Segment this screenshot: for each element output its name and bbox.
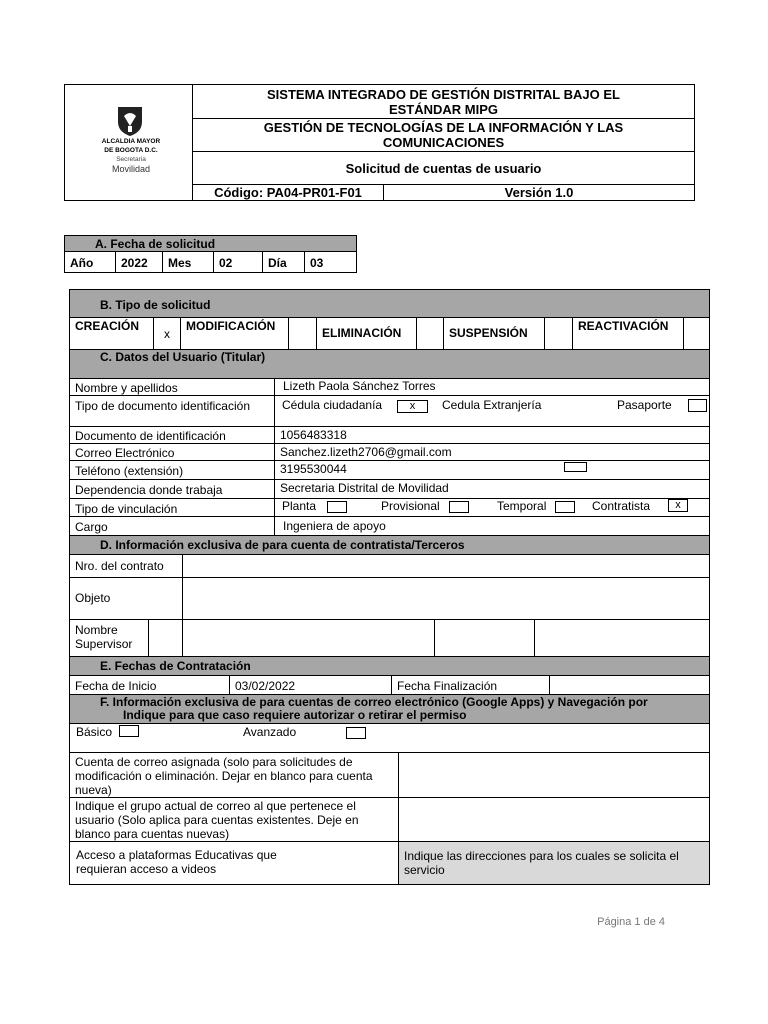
cargo-label: Cargo [69, 516, 275, 536]
objeto-label: Objeto [69, 577, 183, 620]
reactivacion-checkbox[interactable] [683, 317, 710, 350]
telefono-label: Teléfono (extensión) [69, 460, 275, 480]
header-title-2-text: GESTIÓN DE TECNOLOGÍAS DE LA INFORMACIÓN Y LAS COMUNICACIONES [263, 120, 624, 150]
fin-label: Fecha Finalización [391, 675, 550, 695]
contrato-label: Nro. del contrato [69, 554, 183, 578]
contrato-value[interactable] [182, 554, 710, 578]
section-a-title [64, 235, 357, 252]
dia-label: Día [262, 251, 305, 273]
documento-value[interactable]: 1056483318 [274, 426, 710, 444]
documento-label: Documento de identificación [69, 426, 275, 444]
grupo-actual-value[interactable] [398, 797, 710, 842]
cedula-extranjeria-label: Cedula Extranjería [442, 398, 542, 412]
basico-checkbox[interactable] [119, 725, 139, 737]
objeto-value[interactable] [182, 577, 710, 620]
grupo-actual-label: Indique el grupo actual de correo al que pertenece el usuario (Solo aplica para cuentas existentes. Deje en blanco para cuentas nuevas) [69, 797, 399, 842]
cuenta-asignada-label: Cuenta de correo asignada (solo para solicitudes de modificación o eliminación. Dejar en blanco para cuenta nueva) [69, 752, 399, 798]
section-c-title [69, 349, 710, 379]
inicio-label: Fecha de Inicio [69, 675, 230, 695]
direcciones-label: Indique las direcciones para los cuales se solicita el servicio [398, 841, 710, 885]
anio-label: Año [64, 251, 116, 273]
pasaporte-checkbox[interactable] [688, 399, 707, 412]
modificacion-checkbox[interactable] [288, 317, 317, 350]
eliminacion-label: ELIMINACIÓN [316, 317, 417, 350]
logo-line-1: ALCALDIA MAYOR [101, 138, 161, 145]
header-title-3 [192, 151, 695, 185]
section-f-title [69, 694, 710, 724]
header-codigo-text: Código: PA04-PR01-F01 [214, 185, 362, 200]
planta-label: Planta [282, 499, 317, 513]
header-codigo [192, 184, 384, 201]
header-version-text: Versión 1.0 [504, 185, 574, 200]
section-b-title [69, 289, 710, 318]
inicio-value[interactable]: 03/02/2022 [229, 675, 392, 695]
nombre-label: Nombre y apellidos [69, 378, 275, 396]
supervisor-label-text: Nombre Supervisor [75, 623, 133, 651]
mes-value[interactable]: 02 [213, 251, 263, 273]
correo-value[interactable]: Sanchez.lizeth2706@gmail.com [274, 443, 710, 461]
suspension-checkbox[interactable] [544, 317, 573, 350]
dia-value[interactable]: 03 [304, 251, 357, 273]
header-title-3-text: Solicitud de cuentas de usuario [345, 161, 542, 176]
header-title-1-text: SISTEMA INTEGRADO DE GESTIÓN DISTRITAL BAJO EL ESTÁNDAR MIPG [267, 87, 620, 117]
section-b-title-text: B. Tipo de solicitud [100, 298, 211, 312]
anio-value[interactable]: 2022 [115, 251, 163, 273]
section-e-title-text: E. Fechas de Contratación [100, 659, 251, 673]
eliminacion-checkbox[interactable] [416, 317, 444, 350]
dependencia-label: Dependencia donde trabaja [69, 479, 275, 499]
logo-line-3: Secretaria [116, 156, 146, 163]
temporal-label: Temporal [497, 499, 547, 513]
coat-of-arms-icon [115, 104, 145, 138]
section-d-title [69, 535, 710, 555]
pasaporte-label: Pasaporte [617, 398, 672, 412]
mes-label: Mes [162, 251, 214, 273]
creacion-text: CREACIÓN [75, 319, 140, 333]
creacion-checkbox[interactable]: x [153, 317, 181, 350]
section-d-title-text: D. Información exclusiva de para cuenta de contratista/Terceros [100, 538, 465, 552]
tipo-doc-label: Tipo de documento identificación [69, 395, 275, 427]
avanzado-label: Avanzado [243, 725, 297, 739]
dependencia-value[interactable]: Secretaria Distrital de Movilidad [274, 479, 710, 499]
fin-value[interactable] [549, 675, 710, 695]
section-f-title-line-2: Indique para que caso requiere autorizar o retirar el permiso [123, 708, 467, 722]
supervisor-value[interactable] [182, 619, 435, 657]
cedula-ciudadania-checkbox[interactable]: x [397, 400, 428, 413]
logo-text [86, 137, 176, 174]
contratista-checkbox[interactable]: x [668, 499, 688, 512]
temporal-checkbox[interactable] [555, 501, 575, 513]
avanzado-checkbox[interactable] [346, 727, 366, 739]
modificacion-text: MODIFICACIÓN [186, 319, 276, 333]
reactivacion-label [572, 317, 684, 350]
creacion-label [69, 317, 154, 350]
section-a-title-text: A. Fecha de solicitud [95, 237, 216, 251]
modificacion-label [180, 317, 289, 350]
provisional-label: Provisional [381, 499, 440, 513]
telefono-value[interactable]: 3195530044 [274, 460, 710, 480]
contratista-label: Contratista [592, 499, 651, 513]
section-c-title-text: C. Datos del Usuario (Titular) [100, 350, 266, 364]
supervisor-extra-1[interactable] [434, 619, 535, 657]
header-title-2 [192, 118, 695, 152]
logo-line-2: DE BOGOTA D.C. [104, 147, 158, 154]
section-f-title-line-1: F. Información exclusiva de para cuentas de correo electrónico (Google Apps) y Navegación por [100, 695, 648, 709]
nivel-row [69, 723, 710, 753]
cedula-ciudadania-label: Cédula ciudadanía [282, 398, 383, 412]
planta-checkbox[interactable] [327, 501, 347, 513]
cargo-value[interactable]: Ingeniera de apoyo [274, 516, 710, 536]
reactivacion-text: REACTIVACIÓN [578, 319, 669, 333]
vinculacion-label: Tipo de vinculación [69, 498, 275, 517]
supervisor-extra-2[interactable] [534, 619, 710, 657]
header-version [383, 184, 695, 201]
supervisor-label-border [69, 619, 183, 657]
suspension-label: SUSPENSIÓN [443, 317, 545, 350]
cuenta-asignada-value[interactable] [398, 752, 710, 798]
acceso-plataformas-label: Acceso a plataformas Educativas que requieran acceso a videos [69, 841, 399, 885]
section-e-title [69, 656, 710, 676]
header-title-1 [192, 84, 695, 119]
nombre-value[interactable]: Lizeth Paola Sánchez Torres [274, 378, 710, 396]
provisional-checkbox[interactable] [449, 501, 469, 513]
basico-label: Básico [76, 725, 113, 739]
correo-label: Correo Electrónico [69, 443, 275, 461]
telefono-extension-box[interactable] [564, 462, 587, 472]
page-number: Página 1 de 4 [597, 916, 665, 928]
logo-line-4: Movilidad [111, 164, 151, 174]
